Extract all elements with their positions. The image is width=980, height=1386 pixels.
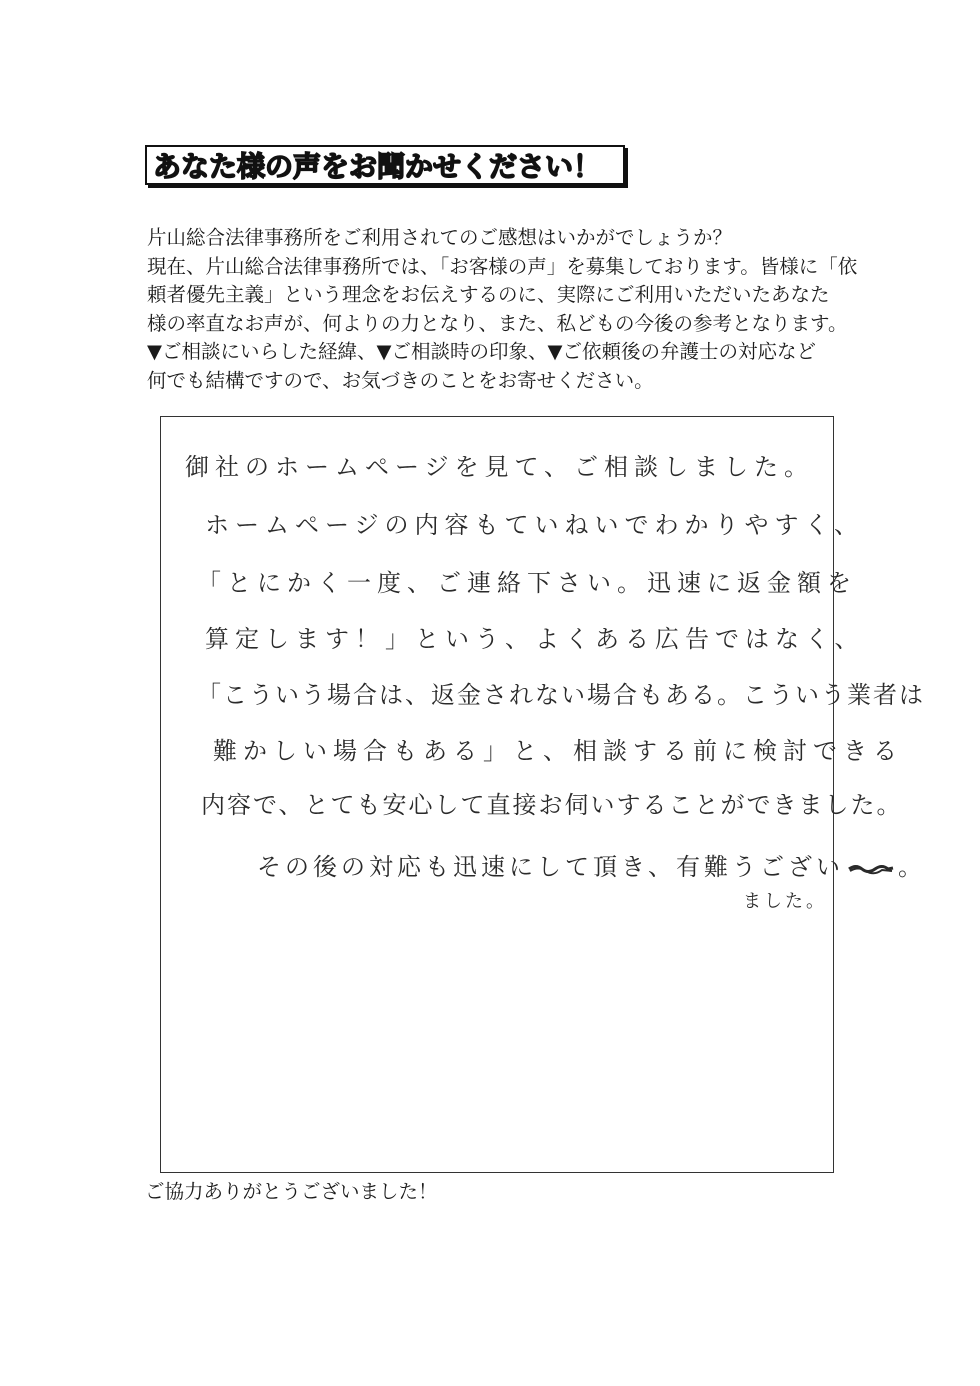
- handwritten-line: 「こういう場合は、返金されない場合もある。こういう業者は: [197, 681, 925, 709]
- handwritten-line: 「とにかく一度、ご連絡下さい。迅速に返金額を: [197, 569, 857, 597]
- handwritten-line: 難かしい場合もある」と、相談する前に検討できる: [213, 737, 903, 765]
- handwritten-line: 内容で、とても安心して直接お伺いすることができました。: [201, 791, 903, 819]
- intro-line: ▼ご相談にいらした経緯、▼ご相談時の印象、▼ご依頼後の弁護士の対応など: [147, 340, 816, 364]
- answer-box: [160, 416, 927, 1173]
- handwritten-line: 算定します！」という、よくある広告ではなく、: [205, 625, 865, 653]
- title-box: [145, 145, 625, 185]
- handwritten-line: ホームページの内容もていねいでわかりやすく、: [205, 511, 865, 539]
- intro-line: 片山総合法律事務所をご利用されてのご感想はいかがでしょうか？: [147, 226, 733, 249]
- closing-text: ご協力ありがとうございました！: [145, 1180, 438, 1203]
- handwritten-line-text: その後の対応も迅速にして頂き、有難うござい: [257, 853, 845, 881]
- intro-line: 現在、片山総合法律事務所では、「お客様の声」を募集しております。皆様に「依: [147, 254, 858, 278]
- page-title: あなた様の声をお聞かせください！: [153, 150, 602, 183]
- intro-line: 何でも結構ですので、お気づきのことをお寄せください。: [147, 368, 654, 392]
- intro-line: 頼者優先主義」という理念をお伝えするのに、実際にご利用いただいたあなた: [147, 283, 830, 307]
- handwritten-line: 御社のホームページを見て、ご相談しました。: [185, 453, 815, 481]
- intro-line: 様の率直なお声が、何よりの力となり、また、私どもの今後の参考となります。: [147, 311, 848, 335]
- intro-text: [147, 224, 867, 396]
- handwritten-line: ました。: [743, 891, 827, 912]
- scribble-icon: [848, 863, 894, 875]
- handwritten-line: その後の対応も迅速にして頂き、有難うござい 。: [257, 853, 927, 881]
